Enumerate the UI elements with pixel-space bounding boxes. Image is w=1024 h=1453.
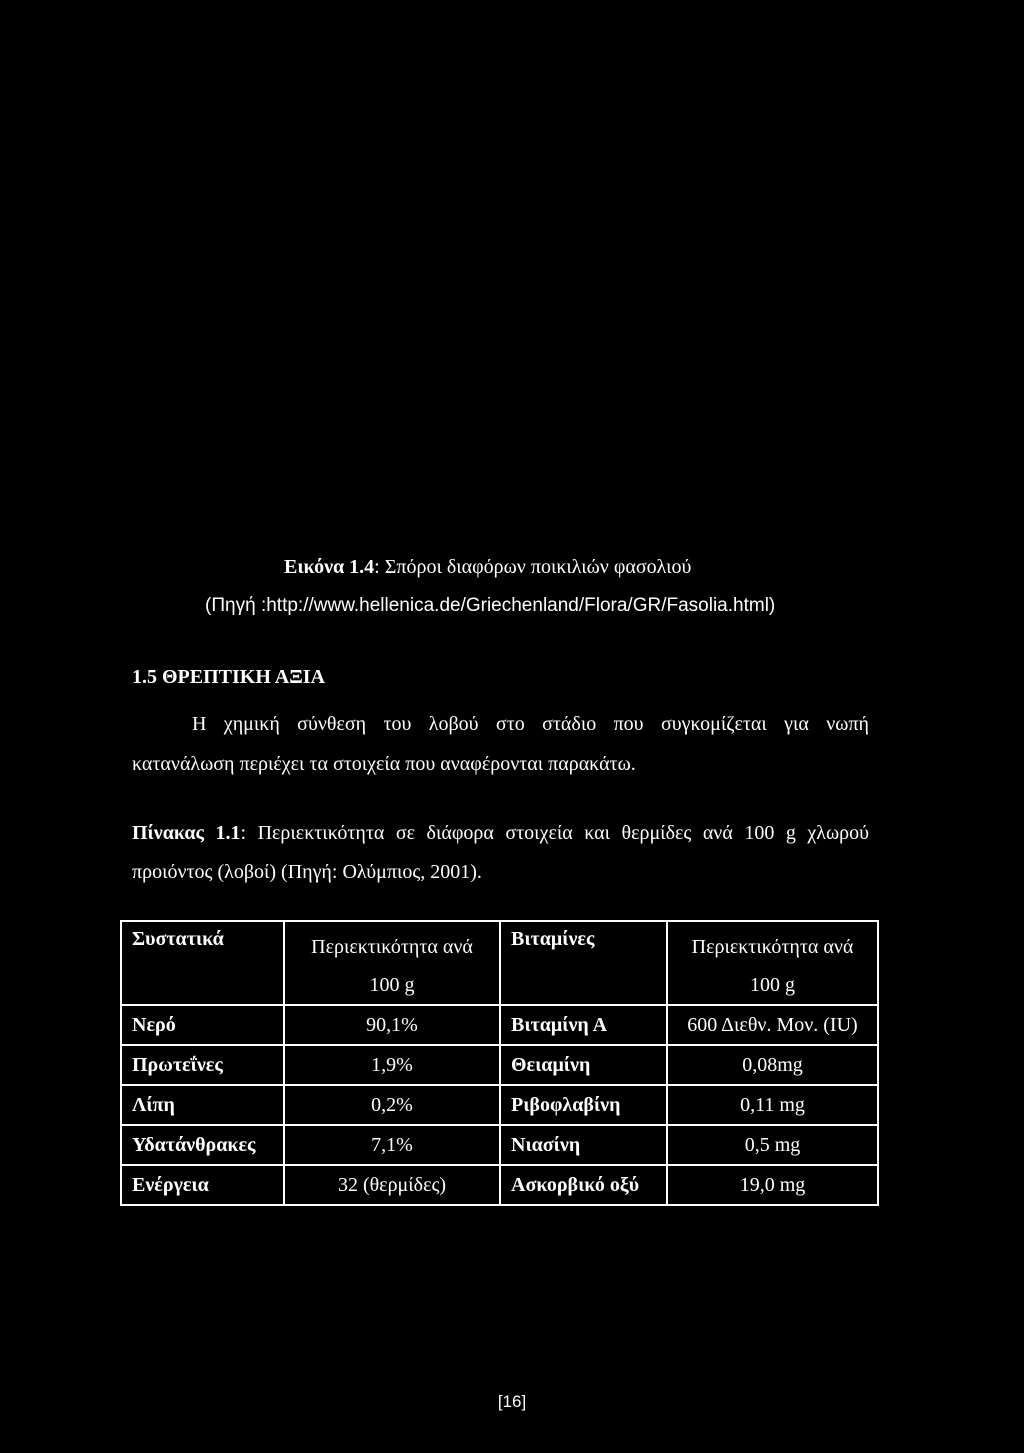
figure-caption <box>284 556 691 579</box>
amount-cell: 90,1% <box>284 1005 500 1045</box>
header-vitamins: Βιταμίνες <box>500 921 667 1005</box>
figure-source: (Πηγή :http://www.hellenica.de/Griechenland/Flora/GR/Fasolia.html) <box>205 595 776 616</box>
table-row <box>121 1045 878 1085</box>
amount-cell: 0,2% <box>284 1085 500 1125</box>
vitamin-amount-cell: 0,5 mg <box>667 1125 878 1165</box>
vitamin-cell: Βιταμίνη Α <box>500 1005 667 1045</box>
vitamin-amount-cell: 0,11 mg <box>667 1085 878 1125</box>
amount-cell: 32 (θερμίδες) <box>284 1165 500 1205</box>
component-cell: Λίπη <box>121 1085 284 1125</box>
vitamin-cell: Θειαμίνη <box>500 1045 667 1085</box>
header-components: Συστατικά <box>121 921 284 1005</box>
paragraph-line-2: κατανάλωση περιέχει τα στοιχεία που αναφέρονται παρακάτω. <box>132 753 636 775</box>
table-row <box>121 1125 878 1165</box>
table-caption <box>132 822 869 845</box>
vitamin-amount-cell: 19,0 mg <box>667 1165 878 1205</box>
amount-cell: 7,1% <box>284 1125 500 1165</box>
component-cell: Ενέργεια <box>121 1165 284 1205</box>
vitamin-cell: Ριβοφλαβίνη <box>500 1085 667 1125</box>
figure-caption-text: : Σπόροι διαφόρων ποικιλιών φασολιού <box>374 556 692 578</box>
table-label: Πίνακας 1.1 <box>132 822 241 844</box>
table-caption-text: : Περιεκτικότητα σε διάφορα στοιχεία και θερμίδες ανά 100 g χλωρού <box>240 822 870 844</box>
table-caption-line-2: προιόντος (λοβοί) (Πηγή: Ολύμπιος, 2001). <box>132 861 482 883</box>
header-content-per-100g: Περιεκτικότητα ανά 100 g <box>284 921 500 1005</box>
figure-label: Εικόνα 1.4 <box>284 556 375 578</box>
nutrient-table <box>120 920 879 1206</box>
amount-cell: 1,9% <box>284 1045 500 1085</box>
table-row <box>121 1085 878 1125</box>
table-header-row <box>121 921 878 1005</box>
page-number: [16] <box>497 1392 527 1411</box>
component-cell: Νερό <box>121 1005 284 1045</box>
vitamin-cell: Νιασίνη <box>500 1125 667 1165</box>
vitamin-amount-cell: 600 Διεθν. Μον. (IU) <box>667 1005 878 1045</box>
header-vitamin-content-per-100g: Περιεκτικότητα ανά 100 g <box>667 921 878 1005</box>
component-cell: Υδατάνθρακες <box>121 1125 284 1165</box>
paragraph-line-1: Η χημική σύνθεση του λοβού στο στάδιο που συγκομίζεται για νωπή <box>192 713 869 735</box>
table-row <box>121 1165 878 1205</box>
section-heading: 1.5 ΘΡΕΠΤΙΚΗ ΑΞΙΑ <box>132 666 326 688</box>
vitamin-amount-cell: 0,08mg <box>667 1045 878 1085</box>
vitamin-cell: Ασκορβικό οξύ <box>500 1165 667 1205</box>
table-row <box>121 1005 878 1045</box>
component-cell: Πρωτεΐνες <box>121 1045 284 1085</box>
